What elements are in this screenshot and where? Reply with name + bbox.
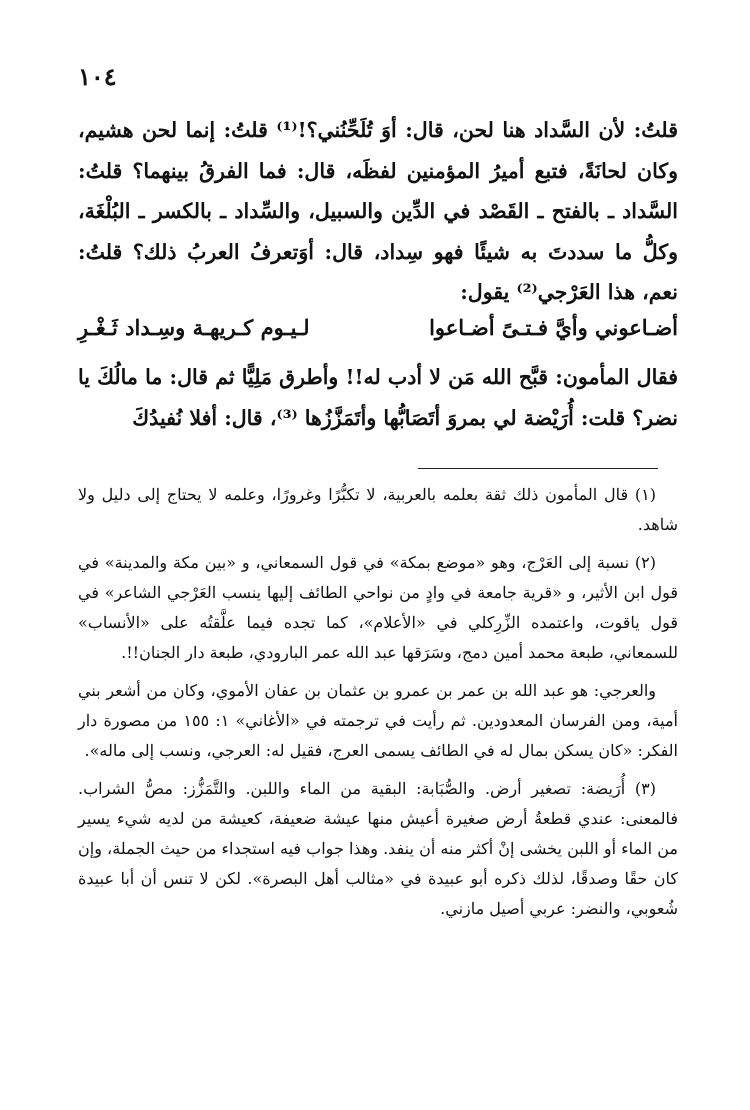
footnote-2: (٢) نسبة إلى العَرْج، وهو «موضع بمكة» في قول السمعاني، و «بين مكة والمدينة» في قول ابن الأثير، و «قرية جامعة في وادٍ من نواحي الطائف إليها ينسب العَرْجي الشاعر» في قول ياقوت، واعتمده الزِّرِكلي في «الأعلام»، كما تجده فيما علَّقتُه على «الأنساب» للسمعاني، طبعة محمد أمين دمج، وسَرَقها عبد الله عمر البارودي، طبعة دار الجنان!!. — [78, 553, 678, 662]
main-text-block-2 — [78, 357, 678, 438]
page-number: ١٠٤ — [78, 62, 117, 91]
verse-second-hemistich: لـيـوم كـريهـة وسِـداد ثَـغْـرِ — [78, 315, 310, 340]
footnote-1: (١) قال المأمون ذلك ثقة بعلمه بالعربية، لا تكبُّرًا وغرورًا، وعلمه لا يحتاج إلى دليل ولا شاهد. — [78, 485, 678, 534]
body-paragraph-1: قلتُ: لأن السَّداد هنا لحن، قال: أوَ تُلَحِّنُني؟!⁽¹⁾ قلتُ: إنما لحن هشيم، وكان لحانَةً، فتبع أميرُ المؤمنين لفظَه، قال: فما الفرقُ بينهما؟ قلتُ: السَّداد ـ بالفتح ـ القَصْد في الدِّين والسبيل، والسِّداد ـ بالكسر ـ البُلْغَة، وكلُّ ما سددتَ به شيئًا فهو سِداد، قال: أوَتعرفُ العربُ ذلك؟ قلتُ: نعم، هذا العَرْجي⁽²⁾ يقول: — [78, 118, 678, 304]
poetry-verse — [78, 315, 678, 340]
main-text-block-1 — [78, 110, 678, 313]
body-paragraph-2: فقال المأمون: قبَّح الله مَن لا أدب له!! وأطرق مَلِيًّا ثم قال: ما مالُكَ يا نضر؟ قلت: أُرَيْضة لي بمروَ أتَصَابُّها وأتَمَزَّزُها ⁽³⁾، قال: أفلا نُفيدُكَ — [78, 365, 678, 430]
footnotes-section — [78, 480, 678, 932]
verse-first-hemistich: أضـاعوني وأيَّ فـتـىً أضـاعوا — [429, 315, 678, 340]
footnote-3: (٣) أُرَيضة: تصغير أرض. والصُّبَابة: البقية من الماء واللبن. والتَّمَزُّز: مصُّ الشراب. فالمعنى: عندي قطعةُ أرض صغيرة أعيش منها عيشة ضعيفة، كعيشة من لديه شيء يسير من الماء أو اللبن يخشى إنْ أكثر منه أن ينفد. وهذا جواب فيه استجداء من حيث الجملة، وإن كان حقًا وصدقًا، لذلك ذكره أبو عبيدة في «مثالب أهل البصرة». لكن لا تنس أن أبا عبيدة شُعوبي، والنضر: عربي أصيل مازني. — [78, 779, 678, 918]
footnote-divider — [418, 468, 658, 469]
footnote-2-continued: والعرجي: هو عبد الله بن عمر بن عمرو بن عثمان بن عفان الأموي، وكان من أشعر بني أمية، ومن الفرسان المعدودين. ثم رأيت في ترجمته في «الأغاني» ١: ١٥٥ من مصورة دار الفكر: «كان يسكن بمال له في الطائف يسمى العرج، فقيل له: العرجي، ونسب إلى ماله». — [78, 681, 678, 760]
